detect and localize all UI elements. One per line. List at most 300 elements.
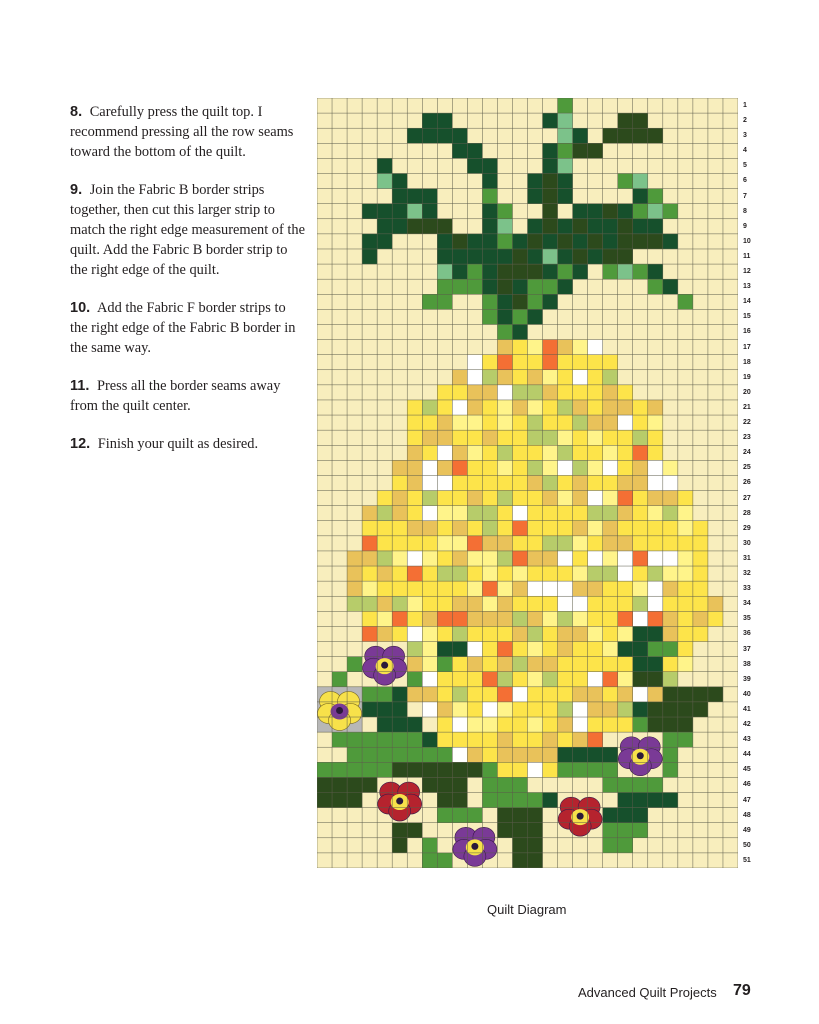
quilt-cell	[558, 687, 573, 702]
quilt-cell	[648, 521, 663, 536]
quilt-cell	[588, 415, 603, 430]
quilt-cell	[633, 264, 648, 279]
quilt-cell	[558, 642, 573, 657]
row-number: 3	[743, 132, 747, 140]
quilt-cell	[543, 370, 558, 385]
quilt-cell	[558, 113, 573, 128]
quilt-cell	[603, 566, 618, 581]
quilt-cell	[512, 762, 527, 777]
quilt-cell	[648, 445, 663, 460]
quilt-cell	[422, 460, 437, 475]
quilt-cell	[497, 264, 512, 279]
quilt-cell	[512, 445, 527, 460]
quilt-cell	[497, 566, 512, 581]
quilt-cell	[678, 626, 693, 641]
quilt-cell	[588, 687, 603, 702]
quilt-cell	[482, 762, 497, 777]
quilt-cell	[467, 234, 482, 249]
quilt-cell	[362, 762, 377, 777]
quilt-cell	[437, 445, 452, 460]
quilt-cell	[482, 611, 497, 626]
quilt-cell	[452, 415, 467, 430]
quilt-cell	[618, 204, 633, 219]
quilt-cell	[558, 491, 573, 506]
quilt-cell	[392, 189, 407, 204]
quilt-cell	[648, 128, 663, 143]
quilt-cell	[678, 611, 693, 626]
quilt-cell	[708, 611, 723, 626]
row-number: 5	[743, 162, 747, 170]
row-number: 11	[743, 252, 751, 260]
step-text: Join the Fabric B border strips together, then cut this larger strip to match the right edge measurement of the quilt. Add the Fabric B border strip to the right edge of the quilt.	[70, 182, 305, 278]
quilt-cell	[603, 642, 618, 657]
quilt-cell	[558, 340, 573, 355]
quilt-cell	[663, 536, 678, 551]
quilt-cell	[512, 536, 527, 551]
quilt-cell	[663, 732, 678, 747]
quilt-cell	[362, 747, 377, 762]
quilt-cell	[512, 793, 527, 808]
quilt-cell	[512, 702, 527, 717]
quilt-cell	[663, 642, 678, 657]
quilt-cell	[482, 551, 497, 566]
quilt-cell	[377, 551, 392, 566]
quilt-cell	[543, 279, 558, 294]
quilt-cell	[347, 566, 362, 581]
quilt-cell	[603, 808, 618, 823]
quilt-cell	[648, 566, 663, 581]
step-8	[70, 102, 306, 162]
quilt-cell	[392, 219, 407, 234]
quilt-cell	[528, 657, 543, 672]
row-number: 30	[743, 539, 751, 547]
quilt-cell	[437, 279, 452, 294]
quilt-cell	[392, 204, 407, 219]
quilt-cell	[452, 611, 467, 626]
quilt-cell	[497, 823, 512, 838]
quilt-cell	[633, 536, 648, 551]
quilt-cell	[528, 491, 543, 506]
quilt-cell	[437, 581, 452, 596]
quilt-cell	[392, 506, 407, 521]
quilt-cell	[663, 551, 678, 566]
quilt-cell	[543, 657, 558, 672]
quilt-cell	[512, 475, 527, 490]
quilt-cell	[377, 581, 392, 596]
quilt-cell	[543, 204, 558, 219]
quilt-cell	[467, 611, 482, 626]
quilt-cell	[618, 581, 633, 596]
quilt-cell	[467, 355, 482, 370]
quilt-cell	[512, 747, 527, 762]
quilt-cell	[528, 400, 543, 415]
quilt-cell	[603, 626, 618, 641]
quilt-cell	[467, 626, 482, 641]
quilt-cell	[603, 777, 618, 792]
quilt-cell	[437, 853, 452, 868]
quilt-cell	[362, 626, 377, 641]
quilt-cell	[648, 717, 663, 732]
quilt-cell	[482, 581, 497, 596]
quilt-cell	[588, 506, 603, 521]
step-number: 11.	[70, 378, 90, 394]
quilt-cell	[543, 581, 558, 596]
quilt-cell	[618, 823, 633, 838]
red-pansy-icon	[558, 793, 603, 838]
quilt-cell	[497, 491, 512, 506]
quilt-cell	[558, 581, 573, 596]
quilt-cell	[543, 566, 558, 581]
quilt-cell	[573, 642, 588, 657]
quilt-cell	[362, 702, 377, 717]
quilt-cell	[528, 385, 543, 400]
quilt-cell	[482, 445, 497, 460]
row-number: 36	[743, 630, 751, 638]
quilt-cell	[392, 581, 407, 596]
quilt-cell	[573, 400, 588, 415]
quilt-cell	[467, 702, 482, 717]
row-number: 13	[743, 283, 751, 291]
quilt-cell	[407, 596, 422, 611]
quilt-cell	[332, 777, 347, 792]
quilt-cell	[407, 672, 422, 687]
quilt-cell	[452, 460, 467, 475]
quilt-cell	[377, 762, 392, 777]
quilt-cell	[422, 762, 437, 777]
quilt-cell	[452, 732, 467, 747]
quilt-cell	[558, 475, 573, 490]
quilt-cell	[648, 430, 663, 445]
quilt-cell	[588, 626, 603, 641]
quilt-cell	[497, 702, 512, 717]
step-number: 9.	[70, 182, 83, 198]
quilt-cell	[512, 340, 527, 355]
quilt-cell	[588, 717, 603, 732]
quilt-cell	[618, 113, 633, 128]
row-number: 4	[743, 147, 747, 155]
quilt-cell	[528, 279, 543, 294]
quilt-cell	[422, 551, 437, 566]
quilt-cell	[377, 717, 392, 732]
quilt-cell	[377, 566, 392, 581]
quilt-cell	[407, 566, 422, 581]
quilt-cell	[437, 702, 452, 717]
quilt-cell	[543, 234, 558, 249]
row-number: 22	[743, 419, 751, 427]
quilt-cell	[332, 793, 347, 808]
quilt-cell	[362, 536, 377, 551]
quilt-cell	[407, 551, 422, 566]
quilt-cell	[467, 687, 482, 702]
quilt-cell	[437, 762, 452, 777]
quilt-cell	[422, 219, 437, 234]
quilt-cell	[648, 687, 663, 702]
quilt-cell	[332, 732, 347, 747]
quilt-cell	[377, 732, 392, 747]
quilt-cell	[452, 521, 467, 536]
quilt-cell	[482, 717, 497, 732]
quilt-cell	[497, 672, 512, 687]
quilt-cell	[573, 657, 588, 672]
quilt-cell	[452, 808, 467, 823]
quilt-cell	[332, 762, 347, 777]
row-number: 45	[743, 766, 751, 774]
quilt-cell	[392, 536, 407, 551]
step-12	[70, 434, 306, 454]
quilt-cell	[528, 264, 543, 279]
quilt-cell	[437, 475, 452, 490]
quilt-cell	[377, 234, 392, 249]
quilt-cell	[422, 415, 437, 430]
quilt-cell	[648, 400, 663, 415]
quilt-cell	[482, 189, 497, 204]
quilt-cell	[633, 475, 648, 490]
row-number: 31	[743, 554, 751, 562]
purple-pansy-icon	[362, 642, 407, 687]
quilt-cell	[528, 506, 543, 521]
quilt-cell	[618, 777, 633, 792]
quilt-cell	[377, 158, 392, 173]
quilt-cell	[693, 551, 708, 566]
quilt-cell	[543, 762, 558, 777]
quilt-cell	[482, 279, 497, 294]
quilt-cell	[603, 823, 618, 838]
quilt-cell	[467, 491, 482, 506]
quilt-cell	[512, 732, 527, 747]
quilt-cell	[362, 566, 377, 581]
quilt-cell	[377, 687, 392, 702]
quilt-cell	[407, 460, 422, 475]
quilt-cell	[618, 506, 633, 521]
quilt-cell	[633, 506, 648, 521]
quilt-cell	[317, 777, 332, 792]
quilt-cell	[633, 445, 648, 460]
quilt-cell	[452, 596, 467, 611]
quilt-cell	[362, 506, 377, 521]
quilt-cell	[452, 491, 467, 506]
quilt-cell	[543, 294, 558, 309]
quilt-cell	[482, 687, 497, 702]
quilt-cell	[588, 355, 603, 370]
row-number: 2	[743, 117, 747, 125]
step-text: Add the Fabric F border strips to the right edge of the Fabric B border in the same way.	[70, 300, 296, 356]
quilt-cell	[558, 355, 573, 370]
quilt-cell	[558, 158, 573, 173]
quilt-cell	[618, 173, 633, 188]
quilt-cell	[603, 385, 618, 400]
quilt-cell	[407, 611, 422, 626]
quilt-cell	[437, 219, 452, 234]
quilt-cell	[437, 430, 452, 445]
quilt-cell	[558, 551, 573, 566]
quilt-cell	[528, 762, 543, 777]
quilt-cell	[543, 219, 558, 234]
quilt-cell	[573, 506, 588, 521]
quilt-cell	[603, 521, 618, 536]
quilt-cell	[482, 370, 497, 385]
quilt-cell	[648, 793, 663, 808]
quilt-cell	[573, 445, 588, 460]
instructions	[70, 102, 306, 472]
quilt-cell	[603, 687, 618, 702]
quilt-cell	[648, 491, 663, 506]
quilt-cell	[633, 642, 648, 657]
quilt-cell	[618, 566, 633, 581]
quilt-cell	[528, 445, 543, 460]
quilt-cell	[512, 672, 527, 687]
quilt-cell	[437, 536, 452, 551]
quilt-cell	[528, 189, 543, 204]
quilt-cell	[603, 430, 618, 445]
quilt-cell	[573, 611, 588, 626]
quilt-cell	[512, 823, 527, 838]
quilt-cell	[588, 445, 603, 460]
quilt-cell	[588, 611, 603, 626]
quilt-cell	[573, 551, 588, 566]
quilt-cell	[543, 536, 558, 551]
quilt-cell	[497, 204, 512, 219]
row-number: 24	[743, 449, 751, 457]
quilt-cell	[452, 143, 467, 158]
quilt-cell	[708, 596, 723, 611]
quilt-cell	[543, 596, 558, 611]
quilt-cell	[618, 642, 633, 657]
quilt-cell	[422, 702, 437, 717]
quilt-cell	[588, 430, 603, 445]
quilt-cell	[467, 400, 482, 415]
quilt-cell	[543, 158, 558, 173]
quilt-cell	[392, 521, 407, 536]
quilt-cell	[618, 596, 633, 611]
quilt-cell	[528, 475, 543, 490]
quilt-cell	[603, 128, 618, 143]
quilt-cell	[528, 460, 543, 475]
quilt-cell	[573, 672, 588, 687]
quilt-cell	[392, 687, 407, 702]
quilt-cell	[558, 445, 573, 460]
quilt-cell	[497, 657, 512, 672]
quilt-cell	[558, 128, 573, 143]
quilt-cell	[558, 732, 573, 747]
quilt-cell	[482, 219, 497, 234]
quilt-cell	[603, 717, 618, 732]
step-text: Finish your quilt as desired.	[97, 436, 259, 452]
step-number: 10.	[70, 300, 91, 316]
quilt-cell	[558, 521, 573, 536]
quilt-cell	[558, 762, 573, 777]
quilt-cell	[633, 566, 648, 581]
quilt-cell	[543, 732, 558, 747]
quilt-cell	[588, 385, 603, 400]
quilt-cell	[528, 566, 543, 581]
quilt-cell	[482, 249, 497, 264]
quilt-cell	[618, 702, 633, 717]
quilt-cell	[528, 249, 543, 264]
quilt-cell	[467, 506, 482, 521]
quilt-cell	[377, 747, 392, 762]
quilt-cell	[512, 838, 527, 853]
quilt-cell	[573, 687, 588, 702]
quilt-cell	[603, 762, 618, 777]
quilt-cell	[377, 611, 392, 626]
quilt-cell	[392, 838, 407, 853]
quilt-cell	[452, 702, 467, 717]
quilt-cell	[633, 204, 648, 219]
quilt-cell	[422, 657, 437, 672]
quilt-cell	[603, 234, 618, 249]
quilt-cell	[452, 793, 467, 808]
quilt-cell	[648, 657, 663, 672]
quilt-cell	[332, 672, 347, 687]
quilt-cell	[452, 747, 467, 762]
quilt-cell	[512, 234, 527, 249]
quilt-cell	[362, 249, 377, 264]
quilt-cell	[663, 762, 678, 777]
quilt-cell	[588, 400, 603, 415]
quilt-cell	[528, 219, 543, 234]
quilt-cell	[573, 762, 588, 777]
quilt-cell	[573, 340, 588, 355]
quilt-cell	[497, 596, 512, 611]
quilt-cell	[362, 581, 377, 596]
quilt-cell	[452, 385, 467, 400]
quilt-cell	[347, 551, 362, 566]
quilt-cell	[528, 340, 543, 355]
quilt-cell	[558, 98, 573, 113]
quilt-cell	[603, 355, 618, 370]
quilt-cell	[512, 249, 527, 264]
quilt-cell	[648, 702, 663, 717]
quilt-cell	[558, 415, 573, 430]
quilt-cell	[603, 672, 618, 687]
quilt-cell	[467, 460, 482, 475]
quilt-cell	[543, 173, 558, 188]
quilt-cell	[633, 551, 648, 566]
quilt-cell	[558, 370, 573, 385]
quilt-cell	[467, 279, 482, 294]
quilt-cell	[573, 370, 588, 385]
quilt-cell	[482, 702, 497, 717]
row-number: 20	[743, 388, 751, 396]
quilt-cell	[633, 400, 648, 415]
quilt-cell	[693, 687, 708, 702]
quilt-cell	[422, 853, 437, 868]
quilt-cell	[452, 128, 467, 143]
quilt-cell	[573, 702, 588, 717]
quilt-cell	[437, 521, 452, 536]
row-number: 21	[743, 403, 751, 411]
quilt-cell	[558, 460, 573, 475]
quilt-cell	[407, 415, 422, 430]
quilt-cell	[407, 823, 422, 838]
quilt-cell	[407, 400, 422, 415]
quilt-cell	[482, 506, 497, 521]
quilt-cell	[573, 249, 588, 264]
quilt-cell	[618, 491, 633, 506]
quilt-cell	[588, 475, 603, 490]
quilt-cell	[528, 536, 543, 551]
quilt-cell	[422, 521, 437, 536]
quilt-cell	[573, 264, 588, 279]
quilt-cell	[648, 204, 663, 219]
quilt-cell	[512, 279, 527, 294]
row-number: 29	[743, 524, 751, 532]
step-11	[70, 376, 306, 416]
quilt-cell	[437, 808, 452, 823]
quilt-cell	[618, 793, 633, 808]
quilt-cell	[618, 415, 633, 430]
quilt-cell	[407, 445, 422, 460]
